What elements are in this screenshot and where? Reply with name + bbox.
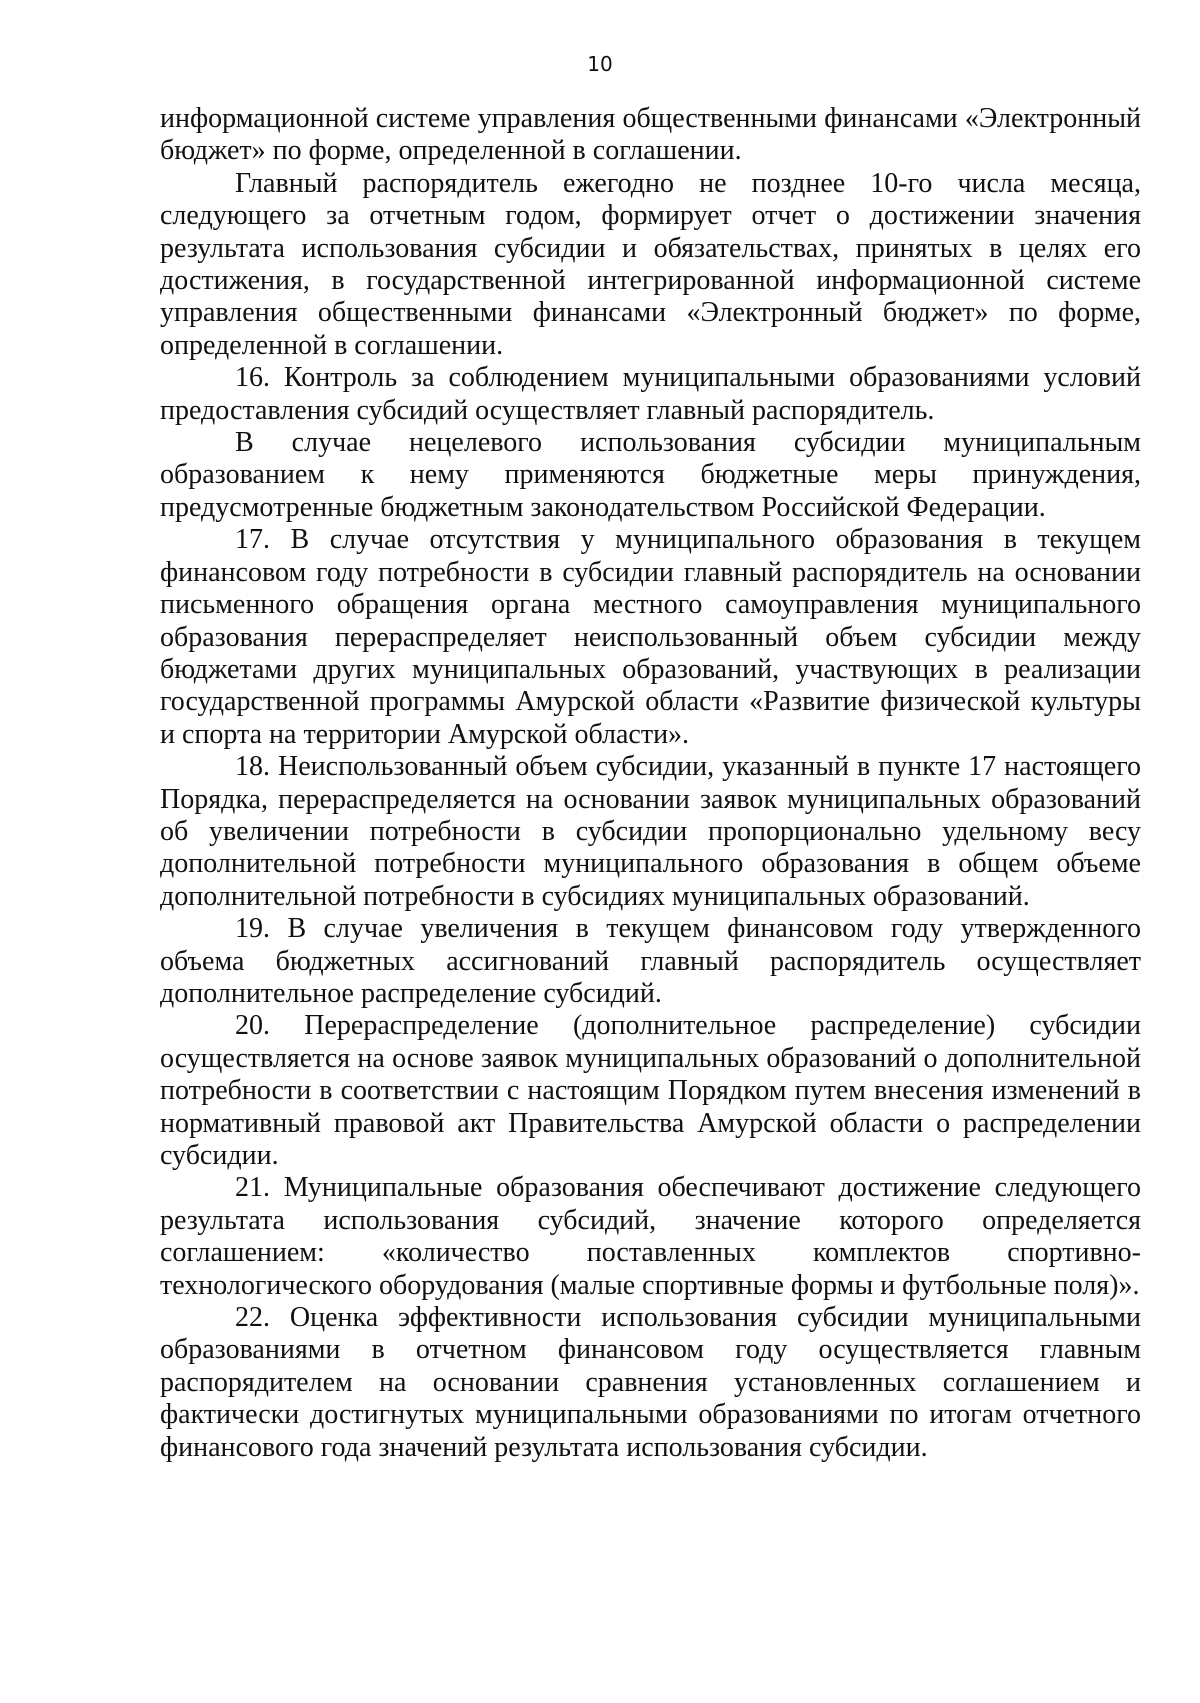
paragraph-16: 16. Контроль за соблюдением муниципальными образованиями условий предоставления субсидий осуществляет главный распорядитель. bbox=[160, 362, 1141, 426]
document-body bbox=[160, 103, 1141, 1464]
page-number: 10 bbox=[587, 52, 613, 76]
paragraph-19: 19. В случае увеличения в текущем финансовом году утвержденного объема бюджетных ассигнований главный распорядитель осуществляет дополнительное распределение субсидий. bbox=[160, 913, 1141, 1009]
paragraph-22: 22. Оценка эффективности использования субсидии муниципальными образованиями в отчетном финансовом году осуществляется главным распорядителем на основании сравнения установленных соглашением и фактически достигнутых муниципальными образованиями по итогам отчетного финансового года значений результата использования субсидии. bbox=[160, 1302, 1141, 1463]
paragraph-21: 21. Муниципальные образования обеспечивают достижение следующего результата использования субсидий, значение которого определяется соглашением: «количество поставленных комплектов спортивно-технологического оборудования (малые спортивные формы и футбольные поля)». bbox=[160, 1172, 1141, 1301]
paragraph-continuation: информационной системе управления общественными финансами «Электронный бюджет» по форме, определенной в соглашении. bbox=[160, 103, 1141, 167]
paragraph-20: 20. Перераспределение (дополнительное распределение) субсидии осуществляется на основе заявок муниципальных образований о дополнительной потребности в соответствии с настоящим Порядком путем внесения изменений в нормативный правовой акт Правительства Амурской области о распределении субсидии. bbox=[160, 1010, 1141, 1171]
paragraph-report: Главный распорядитель ежегодно не позднее 10-го числа месяца, следующего за отчетным годом, формирует отчет о достижении значения результата использования субсидии и обязательствах, принятых в целях его достижения, в государственной интегрированной информационной системе управления общественными финансами «Электронный бюджет» по форме, определенной в соглашении. bbox=[160, 167, 1141, 361]
paragraph-18: 18. Неиспользованный объем субсидии, указанный в пункте 17 настоящего Порядка, перераспределяется на основании заявок муниципальных образований об увеличении потребности в субсидии пропорционально удельному весу дополнительной потребности муниципального образования в общем объеме дополнительной потребности в субсидиях муниципальных образований. bbox=[160, 751, 1141, 912]
paragraph-17: 17. В случае отсутствия у муниципального образования в текущем финансовом году потребности в субсидии главный распорядитель на основании письменного обращения органа местного самоуправления муниципального образования перераспределяет неиспользованный объем субсидии между бюджетами других муниципальных образований, участвующих в реализации государственной программы Амурской области «Развитие физической культуры и спорта на территории Амурской области». bbox=[160, 524, 1141, 750]
paragraph-16-misuse: В случае нецелевого использования субсидии муниципальным образованием к нему применяются бюджетные меры принуждения, предусмотренные бюджетным законодательством Российской Федерации. bbox=[160, 427, 1141, 523]
